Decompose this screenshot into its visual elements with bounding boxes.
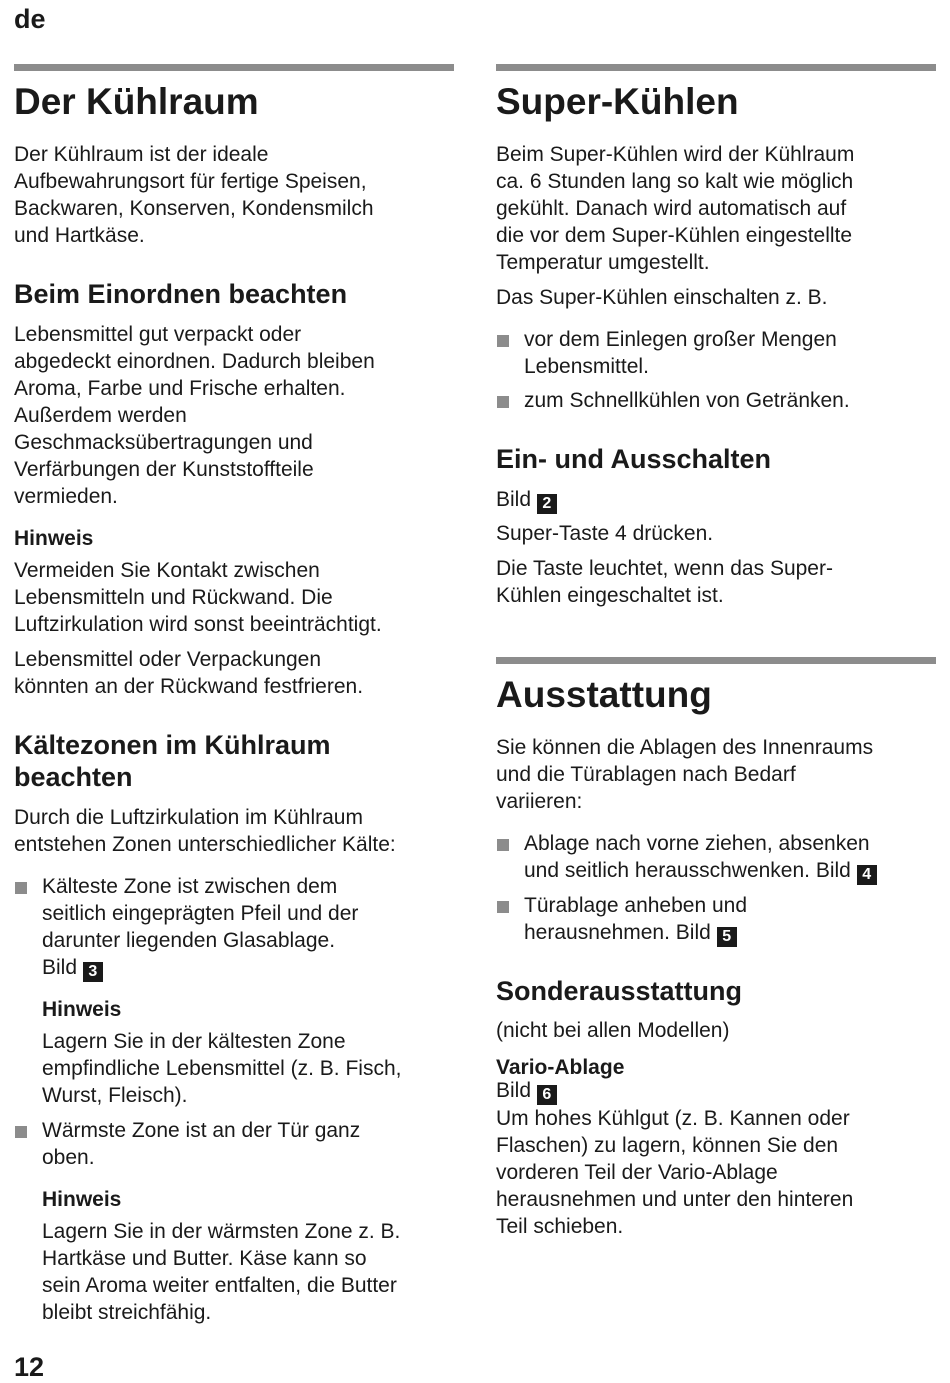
text-line: Aroma, Farbe und Frische erhalten. [14,377,346,400]
text-line: variieren: [496,790,583,813]
text-line: Wurst, Fleisch). [42,1084,188,1107]
text-line: und die Türablagen nach Bedarf [496,763,796,786]
text-line: Ablage nach vorne ziehen, absenken [524,832,870,855]
vario-ablage-label: Vario-Ablage [496,1056,625,1079]
text-line: Türablage anheben und [524,894,748,917]
bullet-square-icon [15,882,27,894]
text-line: darunter liegenden Glasablage. [42,929,336,952]
text-line: Geschmacksübertragungen und [14,431,313,454]
list-item [14,873,454,982]
text-line: Temperatur umgestellt. [496,251,710,274]
text-line: Lebensmitteln und Rückwand. Die [14,586,333,609]
text-line: zum Schnellkühlen von Getränken. [524,389,850,412]
note-label: Hinweis [42,998,122,1021]
figure-ref-label: Bild [42,956,78,979]
text-line: Lebensmittel gut verpackt oder [14,323,302,346]
text-line: abgedeckt einordnen. Dadurch bleiben [14,350,375,373]
text-line: Verfärbungen der Kunststoffteile [14,458,314,481]
list-item [496,326,936,380]
language-code: de [14,4,46,34]
text-line: Kälteste Zone ist zwischen dem [42,875,338,898]
heading-ausstattung: Ausstattung [496,674,712,715]
einordnen-text2 [14,646,454,700]
section-rule [496,64,936,71]
figure-number-badge: 6 [537,1085,557,1105]
figure-ref [496,1077,936,1105]
super-kuehlen-intro [496,141,936,276]
text-line: vor dem Einlegen großer Mengen [524,328,837,351]
text-line: Lebensmittel. [524,355,649,378]
bullet-square-icon [15,1126,27,1138]
figure-number-badge: 4 [857,865,877,885]
list-item [14,1117,454,1171]
kaeltezonen-note2 [14,1218,454,1326]
text-line: Flaschen) zu lagern, können Sie den [496,1134,839,1157]
text-line: Außerdem werden [14,404,187,427]
heading-einordnen: Beim Einordnen beachten [14,279,348,309]
text-line: bleibt streichfähig. [42,1301,212,1324]
text-line: Beim Super-Kühlen wird der Kühlraum [496,143,855,166]
text-line: Der Kühlraum ist der ideale [14,143,269,166]
text-line: Sie können die Ablagen des Innenraums [496,736,874,759]
text-line: Lagern Sie in der kältesten Zone [42,1030,346,1053]
heading-ein-ausschalten: Ein- und Ausschalten [496,444,772,474]
text-line: empfindliche Lebensmittel (z. B. Fisch, [42,1057,402,1080]
ein-step: Super-Taste 4 drücken. [496,522,714,545]
text-line: herausnehmen. Bild [524,921,711,944]
text-line: die vor dem Super-Kühlen eingestellte [496,224,853,247]
heading-sonderausstattung: Sonderausstattung [496,976,743,1006]
text-line: oben. [42,1146,95,1169]
text-line: vermieden. [14,485,118,508]
ausstattung-intro [496,734,936,815]
text-line: könnten an der Rückwand festfrieren. [14,675,364,698]
text-line: Hartkäse und Butter. Käse kann so [42,1247,367,1270]
figure-ref-label: Bild [496,488,532,511]
text-line: herausnehmen und unter den hinteren [496,1188,854,1211]
kaeltezonen-intro [14,804,454,858]
ausstattung-list [496,830,936,947]
super-kuehlen-list [496,326,936,414]
einordnen-note [14,557,454,638]
figure-number-badge: 2 [537,494,557,514]
list-item [496,830,936,885]
text-line: Lebensmittel oder Verpackungen [14,648,322,671]
heading-line: Kältezonen im Kühlraum [14,730,331,760]
figure-ref [496,486,936,514]
page-number: 12 [14,1352,45,1382]
heading-line: beachten [14,762,133,792]
text-line-with-figure [524,857,936,885]
list-item [496,892,936,947]
note-label: Hinweis [14,527,94,550]
text-line: ca. 6 Stunden lang so kalt wie möglich [496,170,854,193]
ein-text [496,555,936,609]
text-line: seitlich eingeprägten Pfeil und der [42,902,359,925]
text-line: und Hartkäse. [14,224,145,247]
kaeltezonen-list [14,873,454,982]
super-kuehlen-lead: Das Super-Kühlen einschalten z. B. [496,286,828,309]
text-line: Backwaren, Konserven, Kondensmilch [14,197,374,220]
text-line-with-figure [524,919,936,947]
heading-kuehlraum: Der Kühlraum [14,81,259,122]
text-line: Die Taste leuchtet, wenn das Super- [496,557,833,580]
section-rule [14,64,454,71]
heading-super-kuehlen: Super-Kühlen [496,81,739,122]
text-line: vorderen Teil der Vario-Ablage [496,1161,778,1184]
kaeltezonen-list-2 [14,1117,454,1171]
bullet-square-icon [497,839,509,851]
text-line: Kühlen eingeschaltet ist. [496,584,724,607]
sonder-subtitle: (nicht bei allen Modellen) [496,1019,730,1042]
kaeltezonen-note1 [14,1028,454,1109]
text-line: Teil schieben. [496,1215,624,1238]
bullet-square-icon [497,901,509,913]
figure-ref [42,954,454,982]
text-line: Durch die Luftzirkulation im Kühlraum [14,806,363,829]
section-rule [496,657,936,664]
text-line: Um hohes Kühlgut (z. B. Kannen oder [496,1107,850,1130]
text-line: Luftzirkulation wird sonst beeinträchtigt. [14,613,382,636]
heading-kaeltezonen [14,729,454,793]
text-line: Vermeiden Sie Kontakt zwischen [14,559,320,582]
text-line: und seitlich herausschwenken. Bild [524,859,851,882]
figure-number-badge: 5 [717,927,737,947]
text-line: gekühlt. Danach wird automatisch auf [496,197,847,220]
note-label: Hinweis [42,1188,122,1211]
text-line: entstehen Zonen unterschiedlicher Kälte: [14,833,396,856]
text-line: Lagern Sie in der wärmsten Zone z. B. [42,1220,401,1243]
vario-text [496,1105,936,1240]
figure-ref-label: Bild [496,1079,532,1102]
bullet-square-icon [497,396,509,408]
list-item [496,387,936,414]
text-line: Wärmste Zone ist an der Tür ganz [42,1119,361,1142]
text-line: Aufbewahrungsort für fertige Speisen, [14,170,367,193]
bullet-square-icon [497,335,509,347]
text-line: sein Aroma weiter entfalten, die Butter [42,1274,397,1297]
einordnen-text [14,321,454,510]
kuehlraum-intro [14,141,454,249]
figure-number-badge: 3 [83,962,103,982]
